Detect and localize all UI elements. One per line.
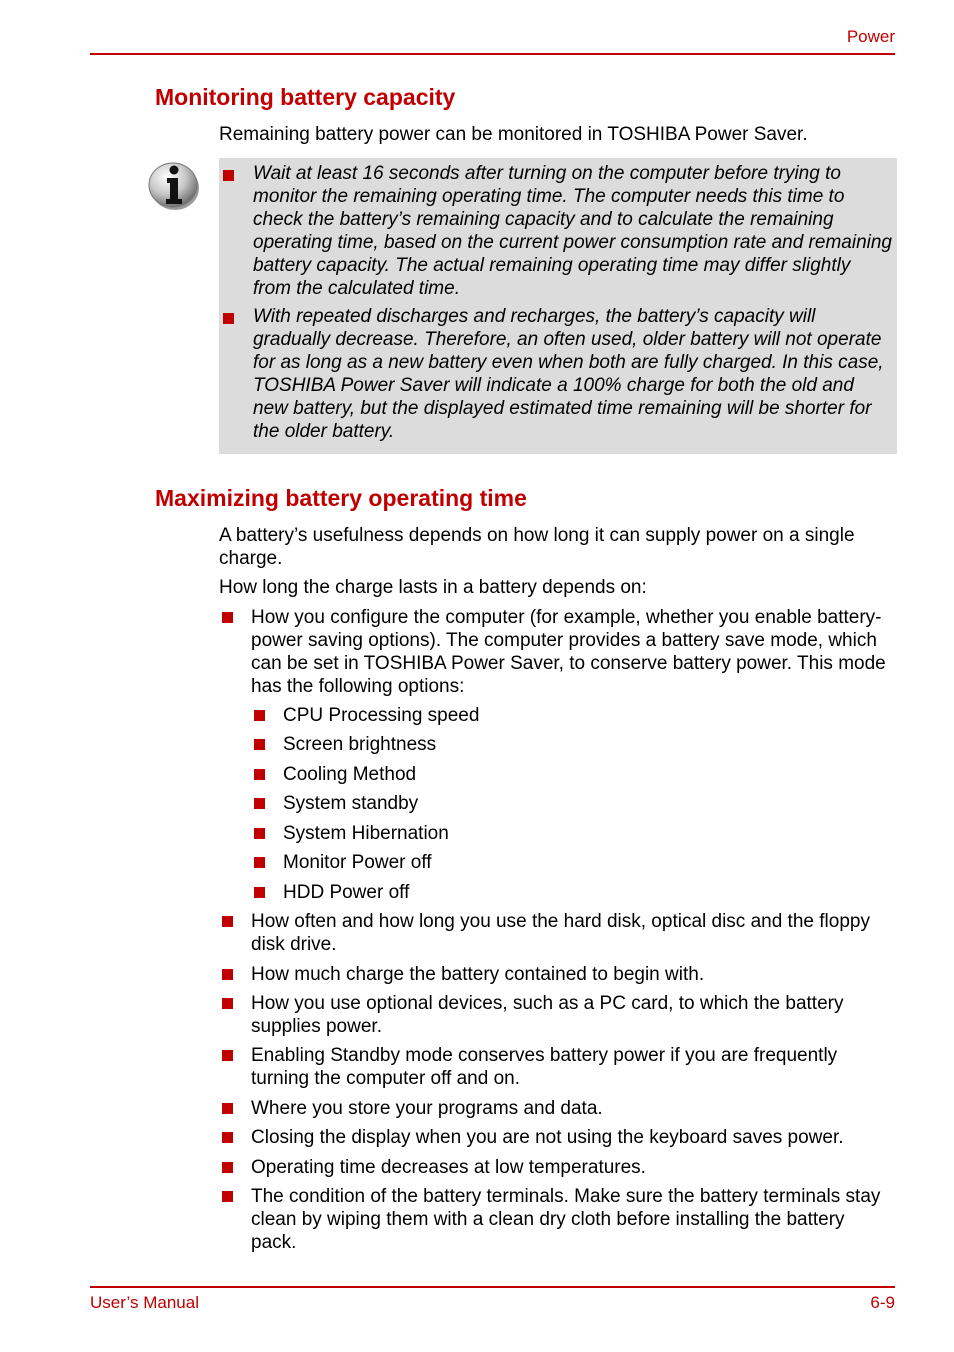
note-box <box>219 158 897 454</box>
option-text: Cooling Method <box>283 764 417 785</box>
list-item <box>251 963 893 986</box>
list-item-text: Enabling Standby mode conserves battery power if you are frequently turning the computer off and on. <box>251 1045 838 1089</box>
bullet <box>222 1191 233 1202</box>
note-bullet <box>223 170 234 181</box>
note-item: With repeated discharges and recharges, the battery’s capacity will gradually decrease. Therefore, an often used, older battery will not operate for as long as a new battery even when both are fully charged. In this case, TOSHIBA Power Saver will indicate a 100% charge for both the old and new battery, but the displayed estimated time remaining will be shorter for the older battery. <box>253 306 884 442</box>
option-item <box>283 851 883 874</box>
bullet <box>254 798 265 809</box>
option-item <box>283 704 883 727</box>
option-text: CPU Processing speed <box>283 705 480 726</box>
option-text: System standby <box>283 793 419 814</box>
bullet <box>222 1103 233 1114</box>
list-item <box>251 1044 886 1090</box>
footer-rule <box>90 1286 895 1288</box>
option-text: HDD Power off <box>283 882 410 903</box>
list-item <box>251 1126 893 1149</box>
note-item: Wait at least 16 seconds after turning on the computer before trying to monitor the remaining operating time. The computer needs this time to check the battery’s remaining capacity and to calculate the remaining operating time, based on the current power consumption rate and remaining battery capacity. The actual remaining operating time may differ slightly from the calculated time. <box>253 163 892 299</box>
footer-manual-title: User’s Manual <box>90 1293 199 1312</box>
list-item <box>251 910 871 956</box>
bullet <box>222 916 233 927</box>
list-item-text: Closing the display when you are not using the keyboard saves power. <box>251 1127 844 1148</box>
section-title-monitoring: Monitoring battery capacity <box>155 84 456 110</box>
list-item-text: Operating time decreases at low temperatures. <box>251 1157 646 1178</box>
bullet <box>254 828 265 839</box>
bullet <box>254 769 265 780</box>
option-item <box>283 733 883 756</box>
monitoring-intro: Remaining battery power can be monitored in TOSHIBA Power Saver. <box>219 124 808 145</box>
footer-page-number: 6-9 <box>870 1293 895 1312</box>
bullet <box>222 612 233 623</box>
bullet <box>222 1162 233 1173</box>
option-item <box>283 763 883 786</box>
list-item <box>251 1185 889 1254</box>
list-item <box>251 992 893 1038</box>
list-item-text: How you configure the computer (for example, whether you enable battery-power saving options). The computer provides a battery save mode, which can be set in TOSHIBA Power Saver, to conserve battery power. This mode has the following options: <box>251 607 886 697</box>
list-item <box>251 1156 893 1179</box>
bullet <box>254 710 265 721</box>
list-item <box>251 606 893 698</box>
option-item <box>283 822 883 845</box>
bullet <box>222 969 233 980</box>
bullet <box>254 887 265 898</box>
info-icon <box>148 158 200 212</box>
bullet <box>222 1050 233 1061</box>
option-item <box>283 881 883 904</box>
list-item-text: Where you store your programs and data. <box>251 1098 603 1119</box>
option-text: Monitor Power off <box>283 852 432 873</box>
list-item-text: How much charge the battery contained to begin with. <box>251 964 705 985</box>
list-item-text: How often and how long you use the hard disk, optical disc and the floppy disk drive. <box>251 911 870 955</box>
header-section-name: Power <box>846 27 895 46</box>
header-rule <box>90 53 895 55</box>
option-item <box>283 792 883 815</box>
list-item-text: How you use optional devices, such as a PC card, to which the battery supplies power. <box>251 993 844 1037</box>
list-item <box>251 1097 893 1120</box>
option-text: System Hibernation <box>283 823 449 844</box>
bullet <box>254 857 265 868</box>
bullet <box>222 998 233 1009</box>
section-title-maximizing: Maximizing battery operating time <box>155 485 527 511</box>
maximizing-para-2: How long the charge lasts in a battery depends on: <box>219 577 647 598</box>
bullet <box>222 1132 233 1143</box>
option-text: Screen brightness <box>283 734 437 755</box>
list-item-text: The condition of the battery terminals. Make sure the battery terminals stay clean by wiping them with a clean dry cloth before installing the battery pack. <box>251 1186 881 1253</box>
maximizing-para-1: A battery’s usefulness depends on how long it can supply power on a single charge. <box>219 525 855 569</box>
note-bullet <box>223 313 234 324</box>
bullet <box>254 739 265 750</box>
